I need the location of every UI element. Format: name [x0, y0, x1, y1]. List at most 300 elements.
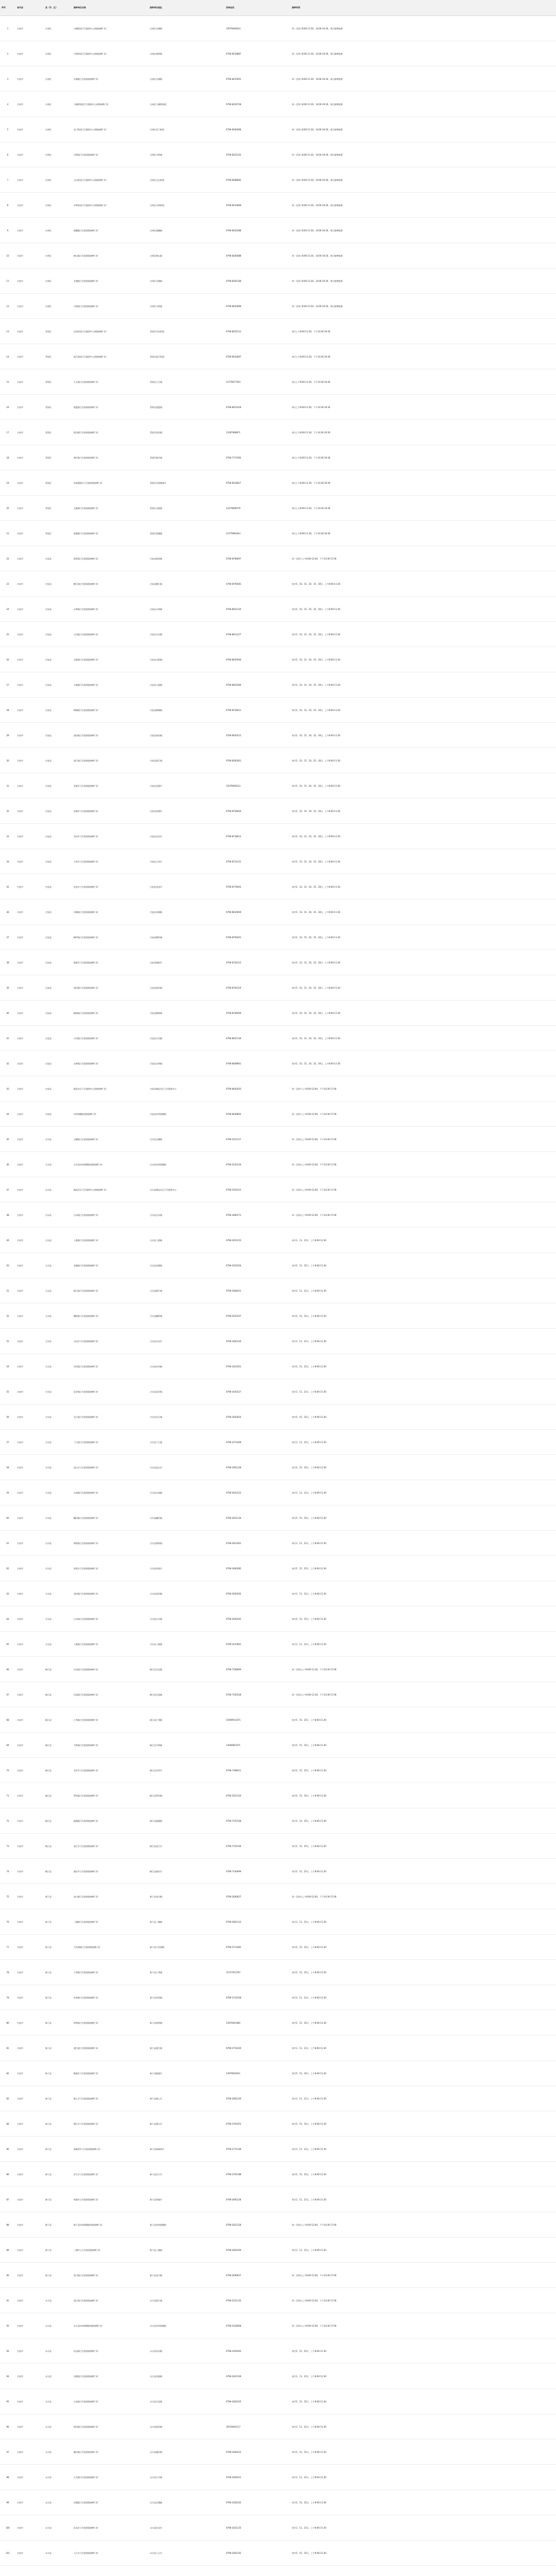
cell-hours: 周一至周五上午8:00-12:00，下午14:30-17:00	[290, 1884, 556, 1909]
cell-phone: 0796-3521117	[224, 1127, 290, 1152]
cell-index	[0, 2566, 15, 2576]
cell-site-name: 荷浦乡卫生院预防接种门诊	[72, 2187, 148, 2212]
cell-county: 新干县	[44, 2111, 72, 2137]
cell-city: 吉安市	[15, 647, 44, 672]
cell-index: 86	[0, 2162, 15, 2187]
table-row	[0, 1253, 556, 1278]
cell-index: 76	[0, 1909, 15, 1935]
cell-phone: 0796-2521135	[224, 2288, 290, 2313]
cell-site-name: 万福镇卫生院预防接种门诊	[72, 672, 148, 698]
cell-hours: 周一至周五上午8:00-11:30，下午14:30-17:00	[290, 1657, 556, 1682]
cell-phone: 0796-3470061	[224, 1632, 290, 1657]
cell-site-address: 新干县神政桥乡	[148, 2137, 224, 2162]
cell-phone: 15079956013	[224, 773, 290, 799]
cell-site-name: 新干县妇幼保健院预防接种门诊	[72, 2212, 148, 2238]
cell-index: 28	[0, 698, 15, 723]
cell-index: 30	[0, 748, 15, 773]
table-row	[0, 193, 556, 218]
cell-county: 新干县	[44, 2137, 72, 2162]
cell-site-address: 永丰县八江乡	[148, 2540, 224, 2566]
cell-site-name: 福民乡卫生院预防接种门诊	[72, 1859, 148, 1884]
cell-county: 青原区	[44, 369, 72, 395]
table-row	[0, 1505, 556, 1531]
cell-county: 新干县	[44, 2238, 72, 2263]
cell-hours: 每月1、11、21日，上午8:00-11:30	[290, 2238, 556, 2263]
cell-county: 吉州区	[44, 92, 72, 117]
cell-site-name: 石马镇卫生院预防接种门诊	[72, 2465, 148, 2490]
cell-city: 吉安市	[15, 268, 44, 294]
cell-site-address: 吉州区长塘镇	[148, 268, 224, 294]
cell-site-name: 永和镇卫生院预防接种门诊	[72, 597, 148, 622]
cell-phone: 0796-3271009	[224, 1430, 290, 1455]
cell-phone: 0796-3631130	[224, 1505, 290, 1531]
cell-phone: 0796-8611227	[224, 622, 290, 647]
cell-hours: 每月1、11、21日，上午8:00-11:30	[290, 2137, 556, 2162]
cell-hours: 每月5、15、25日，上午8:00-11:30	[290, 1733, 556, 1758]
cell-phone: 0796-3403016	[224, 1404, 290, 1430]
table-row	[0, 2465, 556, 2490]
table-row	[0, 243, 556, 268]
cell-city: 吉安市	[15, 1455, 44, 1480]
cell-city: 吉安市	[15, 1960, 44, 1985]
cell-index: 101	[0, 2540, 15, 2566]
cell-site-address: 吉州区文山街道	[148, 167, 224, 193]
cell-city: 吉安市	[15, 117, 44, 142]
cell-county: 吉州区	[44, 16, 72, 41]
cell-site-address: 吉水县双村镇	[148, 1581, 224, 1606]
cell-site-address: 吉水县文峰镇	[148, 1127, 224, 1152]
cell-county: 吉州区	[44, 268, 72, 294]
cell-site-name: 登龙乡卫生院预防接种门诊	[72, 874, 148, 900]
cell-hours: 每月5、10、15、20、25、30日，上午8:00-11:30	[290, 1051, 556, 1076]
table-row	[0, 117, 556, 142]
cell-site-name: 北门街道卫生服务中心预防接种门诊	[72, 117, 148, 142]
cell-phone: 15949911675	[224, 1707, 290, 1733]
cell-hours: 周一至周五上午8:00-12:00，下午14:30-17:00	[290, 1127, 556, 1152]
cell-site-name: 恩江镇卫生院预防接种门诊	[72, 2288, 148, 2313]
cell-city: 吉安市	[15, 571, 44, 597]
cell-hours: 每月1、11、21日，上午8:00-11:30	[290, 1985, 556, 2010]
cell-index: 13	[0, 319, 15, 344]
cell-site-address: 吉水县水南镇	[148, 1480, 224, 1505]
table-row	[0, 2566, 556, 2576]
table-row	[0, 1909, 556, 1935]
cell-county: 新干县	[44, 2086, 72, 2111]
cell-index: 42	[0, 1051, 15, 1076]
cell-county: 峡江县	[44, 1733, 72, 1758]
table-row	[0, 2288, 556, 2313]
cell-hours: 每月5、15、25日，上午8:00-11:30	[290, 1556, 556, 1581]
cell-site-name: 油田镇卫生院预防接种门诊	[72, 723, 148, 748]
cell-county: 吉水县	[44, 1202, 72, 1228]
cell-hours: 每月5、10、15、20、25、30日，上午8:00-11:30	[290, 874, 556, 900]
table-row	[0, 1202, 556, 1228]
table-row	[0, 1960, 556, 1985]
cell-index: 93	[0, 2338, 15, 2364]
cell-phone: 0796-7155336	[224, 1834, 290, 1859]
cell-site-address: 吉安县桐林镇	[148, 1001, 224, 1026]
cell-site-name: 敦厚镇卫生院预防接种门诊	[72, 546, 148, 571]
table-row	[0, 2490, 556, 2515]
cell-hours: 每月5、15、25日，上午8:00-11:30	[290, 1808, 556, 1834]
cell-city: 吉安市	[15, 1329, 44, 1354]
cell-city: 吉安市	[15, 1026, 44, 1051]
cell-city: 吉安市	[15, 1834, 44, 1859]
cell-hours: 每月1、11、21日，上午8:00-11:30	[290, 2187, 556, 2212]
cell-site-name: 固江镇卫生院预防接种门诊	[72, 748, 148, 773]
cell-site-name: 金滩镇卫生院预防接种门诊	[72, 1253, 148, 1278]
cell-index: 3	[0, 66, 15, 92]
cell-site-address: 峡江县马埠镇	[148, 1733, 224, 1758]
table-row	[0, 1278, 556, 1303]
cell-site-address: 吉州区曲濑镇	[148, 218, 224, 243]
cell-county: 吉安县	[44, 773, 72, 799]
cell-hours: 周一至周五上午8:00-12:00，下午14:30-17:00	[290, 1177, 556, 1202]
cell-hours: 每月5、10、15、20、25、30日，上午8:00-11:30	[290, 1026, 556, 1051]
cell-site-address: 吉水县醪桥镇	[148, 1303, 224, 1329]
cell-county: 吉水县	[44, 1505, 72, 1531]
cell-site-address: 吉州区兴桥镇	[148, 142, 224, 167]
cell-hours: 周一至周六8:00-11:30，14:00-16:30，周日接种疫情	[290, 193, 556, 218]
table-row	[0, 319, 556, 344]
cell-county: 吉安县	[44, 622, 72, 647]
cell-county: 吉水县	[44, 1556, 72, 1581]
cell-phone: 0796-8709201	[224, 925, 290, 950]
cell-county: 峡江县	[44, 1657, 72, 1682]
cell-index: 21	[0, 521, 15, 546]
cell-site-address: 新干县界埠镇	[148, 2010, 224, 2036]
cell-county: 吉水县	[44, 1177, 72, 1202]
cell-site-address: 吉安县凤凰镇	[148, 900, 224, 925]
cell-hours: 每日上午8:00-11:30，下午14:30-16:30	[290, 445, 556, 470]
cell-index: 77	[0, 1935, 15, 1960]
cell-phone: 0796-8222332	[224, 142, 290, 167]
cell-index: 100	[0, 2515, 15, 2540]
cell-site-name: 八都镇卫生院预防接种门诊	[72, 1632, 148, 1657]
cell-phone: 0796-8262899	[224, 294, 290, 319]
header-hours: 接种时间	[290, 0, 556, 16]
cell-county: 峡江县	[44, 1808, 72, 1834]
table-body	[0, 16, 556, 2576]
cell-county: 吉安县	[44, 698, 72, 723]
cell-phone: 0796-8795681	[224, 571, 290, 597]
cell-index: 75	[0, 1884, 15, 1909]
cell-hours: 每月1、11、21日，上午8:00-11:30	[290, 1909, 556, 1935]
cell-hours: 周一至周五上午8:00-12:00，下午14:30-17:00	[290, 1152, 556, 1177]
cell-phone: 0796-2391063	[224, 2338, 290, 2364]
cell-site-address: 青原区天玉镇	[148, 369, 224, 395]
cell-city: 吉安市	[15, 41, 44, 66]
cell-site-name: 浬田镇卫生院预防接种门诊	[72, 975, 148, 1001]
cell-site-address: 吉安县指阳乡	[148, 950, 224, 975]
cell-county: 吉州区	[44, 294, 72, 319]
cell-site-name: 安塘乡卫生院预防接种门诊	[72, 799, 148, 824]
cell-phone: 0796-8288083	[224, 167, 290, 193]
cell-phone: 0796-8285888	[224, 243, 290, 268]
cell-phone: 0796-8702223	[224, 950, 290, 975]
cell-county: 新干县	[44, 2187, 72, 2212]
table-row	[0, 546, 556, 571]
cell-site-address: 吉安县永和镇	[148, 1051, 224, 1076]
cell-city: 吉安市	[15, 1909, 44, 1935]
cell-index: 38	[0, 950, 15, 975]
cell-site-address: 峡江县福民乡	[148, 1859, 224, 1884]
cell-index: 68	[0, 1707, 15, 1733]
cell-site-address: 吉水县盘谷镇	[148, 1379, 224, 1404]
cell-city: 吉安市	[15, 1430, 44, 1455]
cell-phone: 0796-7188311	[224, 1758, 290, 1783]
cell-site-address: 永丰县沿陂镇	[148, 2364, 224, 2389]
cell-site-address: 峡江县仁和镇	[148, 1707, 224, 1733]
cell-site-address: 永丰县佐龙乡	[148, 2515, 224, 2540]
table-row	[0, 420, 556, 445]
table-row	[0, 2137, 556, 2162]
cell-site-name: 文陂镇卫生院预防接种门诊	[72, 496, 148, 521]
cell-county: 吉州区	[44, 243, 72, 268]
cell-site-address: 吉州区新桥路	[148, 41, 224, 66]
table-row	[0, 1076, 556, 1101]
cell-site-name: 兴桥镇卫生院预防接种门诊	[72, 294, 148, 319]
cell-index: 24	[0, 597, 15, 622]
cell-index: 29	[0, 723, 15, 748]
cell-site-address: 吉安县浬田镇	[148, 975, 224, 1001]
table-row	[0, 1808, 556, 1834]
cell-phone: 0796-3521120	[224, 1783, 290, 1808]
cell-county: 吉州区	[44, 142, 72, 167]
cell-city: 吉安市	[15, 2364, 44, 2389]
cell-hours: 周一至周六8:00-11:30，14:00-16:30，周日接种疫情	[290, 167, 556, 193]
cell-phone: 0796-7155338	[224, 1808, 290, 1834]
cell-site-name: 富滩镇卫生院预防接种门诊	[72, 521, 148, 546]
cell-site-address: 峡江县水边镇	[148, 1657, 224, 1682]
cell-city: 吉安市	[15, 925, 44, 950]
cell-city: 吉安市	[15, 294, 44, 319]
cell-hours: 每月5、10、15、20、25、30日，上午8:00-11:30	[290, 824, 556, 849]
cell-site-address: 吉安县城北社区卫生服务中心	[148, 1076, 224, 1101]
cell-phone: 0796-2771108	[224, 2137, 290, 2162]
cell-hours: 周一至周五上午8:00-12:00，下午14:30-17:00	[290, 1202, 556, 1228]
cell-site-address: 永丰县石马镇	[148, 2465, 224, 2490]
cell-county: 吉安县	[44, 849, 72, 874]
cell-phone: 0796-2731038	[224, 1985, 290, 2010]
table-row	[0, 2313, 556, 2338]
cell-county: 永丰县	[44, 2490, 72, 2515]
cell-phone: 0796-3611061	[224, 1531, 290, 1556]
cell-city: 吉安市	[15, 874, 44, 900]
cell-county: 吉水县	[44, 1329, 72, 1354]
cell-hours: 每日上午8:00-11:30，下午14:30-16:30	[290, 344, 556, 369]
cell-site-address: 吉安县固江镇	[148, 748, 224, 773]
cell-city: 吉安市	[15, 773, 44, 799]
table-row	[0, 1001, 556, 1026]
cell-hours: 每月5、15、25日，上午8:00-11:30	[290, 2338, 556, 2364]
cell-site-address: 吉水县枫江镇	[148, 1278, 224, 1303]
cell-hours: 周一至周六8:00-11:30，14:00-16:30，周日接种疫情	[290, 294, 556, 319]
table-row	[0, 975, 556, 1001]
cell-site-name: 新圩镇卫生院预防接种门诊	[72, 445, 148, 470]
cell-site-name: 界埠镇卫生院预防接种门诊	[72, 2010, 148, 2036]
table-row	[0, 1783, 556, 1808]
cell-index: 4	[0, 92, 15, 117]
cell-site-name: 樟山镇卫生院预防接种门诊	[72, 243, 148, 268]
table-row	[0, 2212, 556, 2238]
table-row	[0, 1455, 556, 1480]
cell-phone: 0796-3650202	[224, 1581, 290, 1606]
cell-phone: 13779994403	[224, 521, 290, 546]
cell-index: 52	[0, 1303, 15, 1329]
cell-site-name: 戈坪乡卫生院预防接种门诊	[72, 1758, 148, 1783]
cell-city: 吉安市	[15, 2439, 44, 2465]
cell-site-address: 吉水县水田乡	[148, 1329, 224, 1354]
table-row	[0, 92, 556, 117]
cell-index: 79	[0, 1985, 15, 2010]
cell-county: 峡江县	[44, 1783, 72, 1808]
cell-county: 峡江县	[44, 1834, 72, 1859]
cell-hours: 每月5、15、25日，上午8:00-11:30	[290, 2490, 556, 2515]
cell-county: 吉安县	[44, 1076, 72, 1101]
cell-county: 吉安县	[44, 1026, 72, 1051]
cell-index: 20	[0, 496, 15, 521]
cell-city: 吉安市	[15, 2414, 44, 2439]
table-row	[0, 799, 556, 824]
cell-phone: 0796-3421051	[224, 1354, 290, 1379]
cell-county: 永丰县	[44, 2439, 72, 2465]
cell-city: 吉安市	[15, 167, 44, 193]
cell-city: 吉安市	[15, 395, 44, 420]
cell-county: 永丰县	[44, 2364, 72, 2389]
cell-index: 2	[0, 41, 15, 66]
table-row	[0, 1329, 556, 1354]
cell-index: 59	[0, 1480, 15, 1505]
cell-index: 15	[0, 369, 15, 395]
cell-county: 青原区	[44, 496, 72, 521]
cell-index: 53	[0, 1329, 15, 1354]
cell-county: 新干县	[44, 1935, 72, 1960]
table-row	[0, 1884, 556, 1909]
cell-site-name: 妇幼保健院预防接种门诊	[72, 1101, 148, 1127]
cell-index: 74	[0, 1859, 15, 1884]
cell-site-name: 北源乡卫生院预防接种门诊	[72, 773, 148, 799]
cell-index: 25	[0, 622, 15, 647]
cell-county: 吉安县	[44, 723, 72, 748]
cell-city: 吉安市	[15, 1202, 44, 1228]
cell-phone: 0796-2461025	[224, 2389, 290, 2414]
table-row	[0, 1682, 556, 1707]
table-row	[0, 1177, 556, 1202]
table-row	[0, 723, 556, 748]
cell-site-address: 吉水县白沙镇	[148, 1202, 224, 1228]
cell-index: 78	[0, 1960, 15, 1985]
cell-phone: 0796-2761053	[224, 2111, 290, 2137]
table-row	[0, 1430, 556, 1455]
cell-city: 吉安市	[15, 723, 44, 748]
cell-hours: 每月1、11、21日，上午8:00-11:30	[290, 1379, 556, 1404]
cell-site-name: 滨江街道卫生服务中心预防接种门诊	[72, 344, 148, 369]
cell-county: 永丰县	[44, 2313, 72, 2338]
table-row	[0, 1657, 556, 1682]
cell-site-name: 沙溪镇卫生院预防接种门诊	[72, 2490, 148, 2515]
cell-city: 吉安市	[15, 2338, 44, 2364]
table-row	[0, 2540, 556, 2566]
cell-county: 吉水县	[44, 1430, 72, 1455]
table-row	[0, 1985, 556, 2010]
cell-city: 吉安市	[15, 496, 44, 521]
table-row	[0, 1606, 556, 1632]
cell-hours: 每月5、15、25日，上午8:00-11:30	[290, 2540, 556, 2566]
cell-index: 87	[0, 2187, 15, 2212]
cell-phone: 0796-8242898	[224, 193, 290, 218]
cell-phone: 0796-8225091	[224, 66, 290, 92]
cell-county: 吉安县	[44, 672, 72, 698]
cell-city: 吉安市	[15, 622, 44, 647]
cell-site-name: 八江乡卫生院预防接种门诊	[72, 2540, 148, 2566]
cell-site-name: 习溪桥街道卫生服务中心预防接种门诊	[72, 92, 148, 117]
cell-city: 吉安市	[15, 2540, 44, 2566]
cell-site-name: 白沙镇卫生院预防接种门诊	[72, 1202, 148, 1228]
cell-index: 50	[0, 1253, 15, 1278]
table-row	[0, 2364, 556, 2389]
cell-city: 吉安市	[15, 1303, 44, 1329]
cell-county: 新干县	[44, 2061, 72, 2086]
cell-site-name: 桃溪乡卫生院预防接种门诊	[72, 2061, 148, 2086]
table-row	[0, 1707, 556, 1733]
cell-hours: 每月1、11、21日，上午8:00-11:30	[290, 1480, 556, 1505]
cell-hours: 周一至周六上午8:00-12:00，下午14:30-17:00	[290, 546, 556, 571]
cell-phone: 0796-3201054	[224, 1253, 290, 1278]
cell-site-name: 值夏镇卫生院预防接种门诊	[72, 395, 148, 420]
cell-phone: 0796-2409331	[224, 2465, 290, 2490]
table-row	[0, 1556, 556, 1581]
cell-index: 48	[0, 1202, 15, 1228]
cell-county: 吉州区	[44, 167, 72, 193]
table-row	[0, 647, 556, 672]
cell-site-address: 吉安县桐坪镇	[148, 925, 224, 950]
table-row	[0, 1101, 556, 1127]
cell-site-address: 吉安县油田镇	[148, 723, 224, 748]
cell-county: 吉安县	[44, 571, 72, 597]
cell-index: 82	[0, 2061, 15, 2086]
cell-phone: 0796-8635009	[224, 900, 290, 925]
cell-index: 91	[0, 2288, 15, 2313]
cell-site-name: 城北社区卫生服务中心预防接种门诊	[72, 1177, 148, 1202]
cell-site-name: 永阳镇卫生院预防接种门诊	[72, 647, 148, 672]
cell-city: 吉安市	[15, 597, 44, 622]
cell-index: 84	[0, 2111, 15, 2137]
cell-index: 65	[0, 1632, 15, 1657]
cell-site-name: 丁江镇卫生院预防接种门诊	[72, 1430, 148, 1455]
header-index: 序号	[0, 0, 15, 16]
cell-site-name: 仁和镇卫生院预防接种门诊	[72, 1707, 148, 1733]
cell-city: 吉安市	[15, 2137, 44, 2162]
cell-site-address: 吉安县登龙乡	[148, 874, 224, 900]
cell-site-address: 吉安县天河镇	[148, 622, 224, 647]
cell-hours: 周一至周六8:00-11:30，14:00-16:30，周日接种疫情	[290, 142, 556, 167]
table-row	[0, 2036, 556, 2061]
cell-phone: 0796-8281168	[224, 268, 290, 294]
cell-city: 吉安市	[15, 445, 44, 470]
cell-city: 吉安市	[15, 420, 44, 445]
cell-site-name: 八都镇卫生院预防接种门诊	[72, 1228, 148, 1253]
cell-county: 新干县	[44, 1884, 72, 1909]
cell-hours: 每月5、15、25日，上午8:00-11:30	[290, 2061, 556, 2086]
cell-phone: 0796-8791219	[224, 975, 290, 1001]
cell-county: 新干县	[44, 2162, 72, 2187]
cell-site-address: 峡江县金江乡	[148, 1834, 224, 1859]
cell-phone: 0796-3481226	[224, 1329, 290, 1354]
cell-site-name: 溧江镇卫生院预防接种门诊	[72, 2036, 148, 2061]
cell-hours: 每月5、10、15、20、25、30日，上午8:00-11:30	[290, 849, 556, 874]
cell-site-address: 峡江县巴邱镇	[148, 1682, 224, 1707]
